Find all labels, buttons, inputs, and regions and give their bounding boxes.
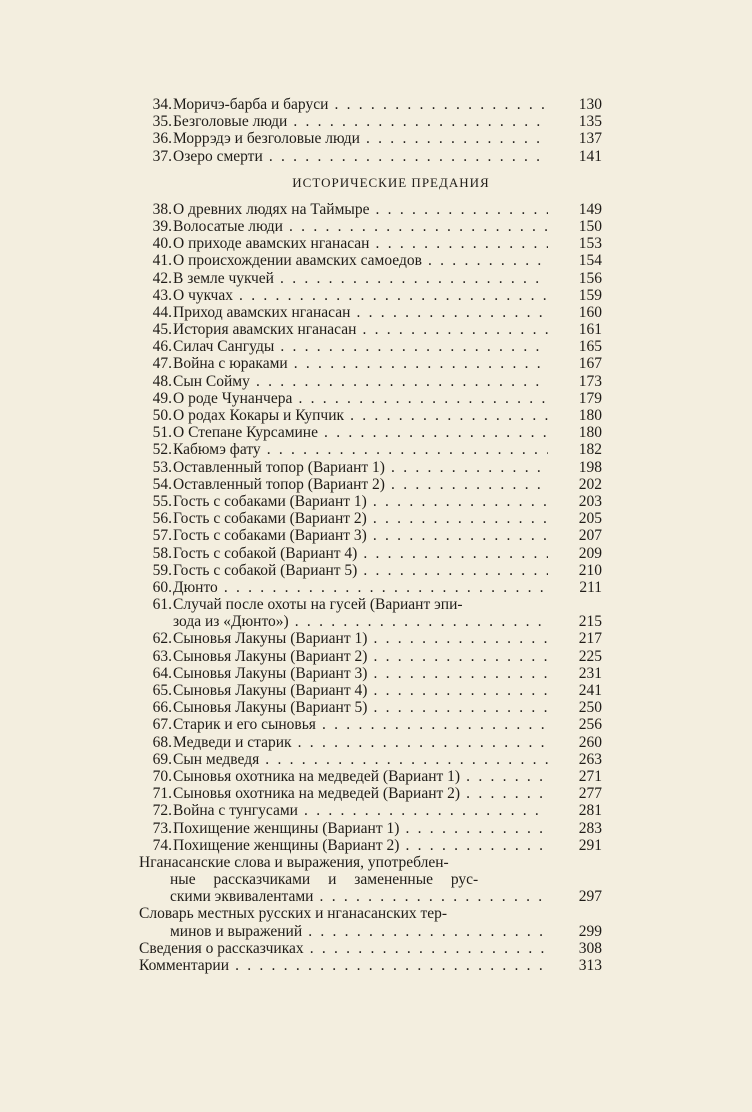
entry-title: В земле чукчей . . . bbox=[173, 270, 548, 287]
entry-number: 62. bbox=[152, 630, 172, 648]
comments-page: 313 bbox=[578, 957, 602, 974]
entry-page: 283 bbox=[578, 819, 602, 837]
entry-title: Сыновья Лакуны (Вариант 3) . . . bbox=[173, 665, 548, 682]
entry-title: О древних людях на Таймыре . . . bbox=[173, 201, 548, 218]
entry-page: 141 bbox=[578, 147, 602, 165]
toc-group-myths bbox=[140, 96, 602, 165]
entry-page: 271 bbox=[578, 767, 602, 785]
entry-title: Озеро смерти . . . bbox=[173, 148, 548, 165]
entry-title: Дюнто . . . bbox=[173, 579, 548, 596]
entry-title: О родах Кокары и Купчик . . . bbox=[173, 407, 548, 424]
toc-comments bbox=[140, 957, 602, 974]
toc-entry bbox=[140, 148, 602, 165]
entry-page: 130 bbox=[578, 96, 602, 113]
toc-entry bbox=[140, 751, 602, 768]
entry-title: Гость с собаками (Вариант 3) . . . bbox=[173, 527, 548, 544]
entry-number: 65. bbox=[152, 682, 172, 699]
toc-entry bbox=[140, 321, 602, 338]
entry-title: Гость с собаками (Вариант 2) . . . bbox=[173, 510, 548, 527]
toc-entry bbox=[140, 407, 602, 424]
entry-page: 179 bbox=[578, 389, 602, 407]
toc-entry bbox=[140, 304, 602, 321]
toc-group-late bbox=[140, 630, 602, 853]
entry-number: 46. bbox=[152, 338, 172, 356]
entry-title: Сын Сойму . . . bbox=[173, 373, 548, 390]
entry-number: 40. bbox=[152, 235, 172, 253]
entry-number: 42. bbox=[152, 269, 172, 287]
entry-title: Сыновья Лакуны (Вариант 1) . . . bbox=[173, 630, 548, 647]
entry-page: 167 bbox=[578, 355, 602, 373]
entry-number: 66. bbox=[152, 699, 172, 717]
toc-entry bbox=[140, 113, 602, 130]
entry-number: 74. bbox=[152, 836, 172, 854]
entry-title: Оставленный топор (Вариант 2) . . . bbox=[173, 476, 548, 493]
entry-number: 54. bbox=[152, 475, 172, 493]
glossary-2-page: 299 bbox=[578, 922, 602, 940]
entry-page: 225 bbox=[578, 647, 602, 665]
toc-entry bbox=[140, 373, 602, 390]
entry-number: 39. bbox=[152, 217, 172, 235]
entry-title: Похищение женщины (Вариант 1) . . . bbox=[173, 820, 548, 837]
toc-entry bbox=[140, 562, 602, 579]
entry-title: Оставленный топор (Вариант 1) . . . bbox=[173, 459, 548, 476]
entry-number: 41. bbox=[152, 252, 172, 270]
toc-entry bbox=[140, 390, 602, 407]
toc-entry bbox=[140, 734, 602, 751]
toc-entry bbox=[140, 130, 602, 147]
toc-glossary-2 bbox=[140, 905, 602, 922]
entry-title: Похищение женщины (Вариант 2) . . . bbox=[173, 837, 548, 854]
glossary-1-line1: Нганасанские слова и выражения, употреблен- bbox=[139, 853, 449, 871]
entry-page: 215 bbox=[578, 613, 602, 631]
toc-entry bbox=[140, 459, 602, 476]
entry-number: 63. bbox=[152, 647, 172, 665]
entry-number: 69. bbox=[152, 750, 172, 768]
entry-title: О роде Чунанчера . . . bbox=[173, 390, 548, 407]
toc-entry bbox=[140, 510, 602, 527]
entry-number: 49. bbox=[152, 389, 172, 407]
entry-page: 137 bbox=[578, 130, 602, 148]
entry-page: 150 bbox=[578, 217, 602, 235]
entry-number: 73. bbox=[152, 819, 172, 837]
entry-page: 135 bbox=[578, 113, 602, 131]
entry-number: 36. bbox=[152, 130, 172, 148]
entry-title: Приход авамских нганасан . . . bbox=[173, 304, 548, 321]
entry-number: 68. bbox=[152, 733, 172, 751]
entry-number: 44. bbox=[152, 303, 172, 321]
entry-page: 209 bbox=[578, 544, 602, 562]
glossary-1-page: 297 bbox=[578, 888, 602, 906]
entry-page: 153 bbox=[578, 235, 602, 253]
entry-page: 173 bbox=[578, 372, 602, 390]
entry-number: 67. bbox=[152, 716, 172, 734]
toc-entry bbox=[140, 785, 602, 802]
toc-entry bbox=[140, 699, 602, 716]
toc-entry bbox=[140, 476, 602, 493]
entry-page: 241 bbox=[578, 682, 602, 699]
entry-page: 281 bbox=[578, 802, 602, 820]
toc-group-historical bbox=[140, 201, 602, 596]
toc-entry bbox=[140, 201, 602, 218]
toc-entry bbox=[140, 802, 602, 819]
toc-entry bbox=[140, 716, 602, 733]
entry-number: 55. bbox=[152, 492, 172, 510]
entry-number: 47. bbox=[152, 355, 172, 373]
entry-page: 207 bbox=[578, 527, 602, 545]
glossary-1-line2: ные рассказчиками и замененные рус- bbox=[170, 871, 479, 889]
narrators-title: Сведения о рассказчиках . . . bbox=[139, 940, 548, 957]
entry-title: О происхождении авамских самоедов . . . bbox=[173, 252, 548, 269]
entry-page: 182 bbox=[578, 441, 602, 459]
entry-number: 38. bbox=[152, 200, 172, 218]
entry-page: 210 bbox=[578, 561, 602, 579]
entry-page: 159 bbox=[578, 286, 602, 304]
entry-number: 34. bbox=[152, 96, 172, 113]
toc-entry bbox=[140, 648, 602, 665]
toc-entry bbox=[140, 424, 602, 441]
entry-page: 165 bbox=[578, 338, 602, 356]
toc-entry bbox=[140, 96, 602, 113]
entry-page: 180 bbox=[578, 407, 602, 424]
comments-title: Комментарии . . . bbox=[139, 957, 548, 974]
toc-entry bbox=[140, 527, 602, 544]
entry-page: 180 bbox=[578, 424, 602, 442]
toc-entry-61-cont bbox=[140, 613, 602, 630]
entry-number: 71. bbox=[152, 785, 172, 803]
entry-title: Война с юраками . . . bbox=[173, 355, 548, 372]
entry-number: 61. bbox=[152, 596, 172, 614]
entry-title: Сын медведя . . . bbox=[173, 751, 548, 768]
entry-page: 160 bbox=[578, 303, 602, 321]
entry-number: 48. bbox=[152, 372, 172, 390]
glossary-1-line3: скими эквивалентами . . . bbox=[170, 888, 548, 905]
entry-page: 149 bbox=[578, 200, 602, 218]
entry-page: 203 bbox=[578, 492, 602, 510]
entry-title: История авамских нганасан . . . bbox=[173, 321, 548, 338]
entry-number: 64. bbox=[152, 664, 172, 682]
toc-entry-61 bbox=[140, 596, 602, 613]
toc-entry bbox=[140, 545, 602, 562]
entry-title: Кабюмэ фату . . . bbox=[173, 441, 548, 458]
entry-page: 231 bbox=[578, 664, 602, 682]
glossary-2-line2: минов и выражений . . . bbox=[170, 923, 548, 940]
entry-number: 58. bbox=[152, 544, 172, 562]
toc-entry bbox=[140, 682, 602, 699]
entry-page: 156 bbox=[578, 269, 602, 287]
entry-number: 56. bbox=[152, 510, 172, 528]
toc-entry bbox=[140, 630, 602, 647]
entry-title: Сыновья охотника на медведей (Вариант 2) . . . bbox=[173, 785, 548, 802]
toc-entry bbox=[140, 493, 602, 510]
entry-title: Старик и его сыновья . . . bbox=[173, 716, 548, 733]
entry-number: 57. bbox=[152, 527, 172, 545]
toc-entry bbox=[140, 252, 602, 269]
entry-title: Сыновья Лакуны (Вариант 2) . . . bbox=[173, 648, 548, 665]
narrators-page: 308 bbox=[578, 939, 602, 957]
entry-title: Медведи и старик . . . bbox=[173, 734, 548, 751]
entry-title: Гость с собаками (Вариант 1) . . . bbox=[173, 493, 548, 510]
entry-title: Гость с собакой (Вариант 5) . . . bbox=[173, 562, 548, 579]
entry-page: 217 bbox=[578, 630, 602, 648]
entry-page: 211 bbox=[579, 578, 602, 596]
entry-page: 263 bbox=[578, 750, 602, 768]
toc-entry bbox=[140, 579, 602, 596]
entry-page: 250 bbox=[578, 699, 602, 717]
entry-title: Война с тунгусами . . . bbox=[173, 802, 548, 819]
entry-number: 59. bbox=[152, 561, 172, 579]
entry-page: 202 bbox=[578, 475, 602, 493]
entry-page: 198 bbox=[578, 458, 602, 476]
entry-number: 52. bbox=[152, 441, 172, 459]
toc-entry bbox=[140, 665, 602, 682]
entry-page: 205 bbox=[578, 510, 602, 528]
entry-title-line1: Случай после охоты на гусей (Вариант эпи- bbox=[173, 596, 463, 614]
entry-number: 51. bbox=[152, 424, 172, 442]
toc-entry bbox=[140, 820, 602, 837]
toc-entry bbox=[140, 218, 602, 235]
entry-number: 60. bbox=[152, 578, 172, 596]
toc-entry bbox=[140, 768, 602, 785]
entry-title: Силач Сангуды . . . bbox=[173, 338, 548, 355]
entry-number: 53. bbox=[152, 458, 172, 476]
entry-number: 43. bbox=[152, 286, 172, 304]
toc-entry bbox=[140, 355, 602, 372]
entry-title: Моричэ-барба и баруси . . . bbox=[173, 96, 548, 113]
toc-glossary-1 bbox=[140, 854, 602, 871]
entry-page: 260 bbox=[578, 733, 602, 751]
glossary-2-line1: Словарь местных русских и нганасанских тер- bbox=[139, 905, 448, 923]
entry-title: Волосатые люди . . . bbox=[173, 218, 548, 235]
table-of-contents bbox=[140, 96, 602, 974]
entry-title: О приходе авамских нганасан . . . bbox=[173, 235, 548, 252]
entry-page: 256 bbox=[578, 716, 602, 734]
entry-number: 35. bbox=[152, 113, 172, 131]
entry-title: Сыновья Лакуны (Вариант 5) . . . bbox=[173, 699, 548, 716]
section-heading: ИСТОРИЧЕСКИЕ ПРЕДАНИЯ bbox=[292, 174, 490, 190]
entry-title: Гость с собакой (Вариант 4) . . . bbox=[173, 545, 548, 562]
entry-page: 291 bbox=[578, 836, 602, 854]
toc-glossary-2-cont bbox=[140, 923, 602, 940]
toc-entry bbox=[140, 287, 602, 304]
toc-entry bbox=[140, 338, 602, 355]
entry-number: 37. bbox=[152, 147, 172, 165]
entry-number: 45. bbox=[152, 321, 172, 339]
toc-narrators bbox=[140, 940, 602, 957]
entry-title: Сыновья охотника на медведей (Вариант 1) . . . bbox=[173, 768, 548, 785]
entry-number: 50. bbox=[152, 407, 172, 424]
entry-page: 277 bbox=[578, 785, 602, 803]
entry-number: 70. bbox=[152, 767, 172, 785]
toc-entry bbox=[140, 270, 602, 287]
entry-number: 72. bbox=[152, 802, 172, 820]
toc-entry bbox=[140, 837, 602, 854]
entry-title: Сыновья Лакуны (Вариант 4) . . . bbox=[173, 682, 548, 699]
toc-entry bbox=[140, 235, 602, 252]
entry-page: 161 bbox=[578, 321, 602, 339]
entry-title: О чукчах . . . bbox=[173, 287, 548, 304]
entry-title: Моррэдэ и безголовые люди . . . bbox=[173, 130, 548, 147]
entry-title: О Степане Курсамине . . . bbox=[173, 424, 548, 441]
toc-glossary-1-cont2 bbox=[140, 888, 602, 905]
entry-title-line2: зода из «Дюнто») . . . bbox=[173, 613, 548, 630]
entry-title: Безголовые люди . . . bbox=[173, 113, 548, 130]
toc-entry bbox=[140, 441, 602, 458]
entry-page: 154 bbox=[578, 252, 602, 270]
toc-glossary-1-cont bbox=[140, 871, 602, 888]
